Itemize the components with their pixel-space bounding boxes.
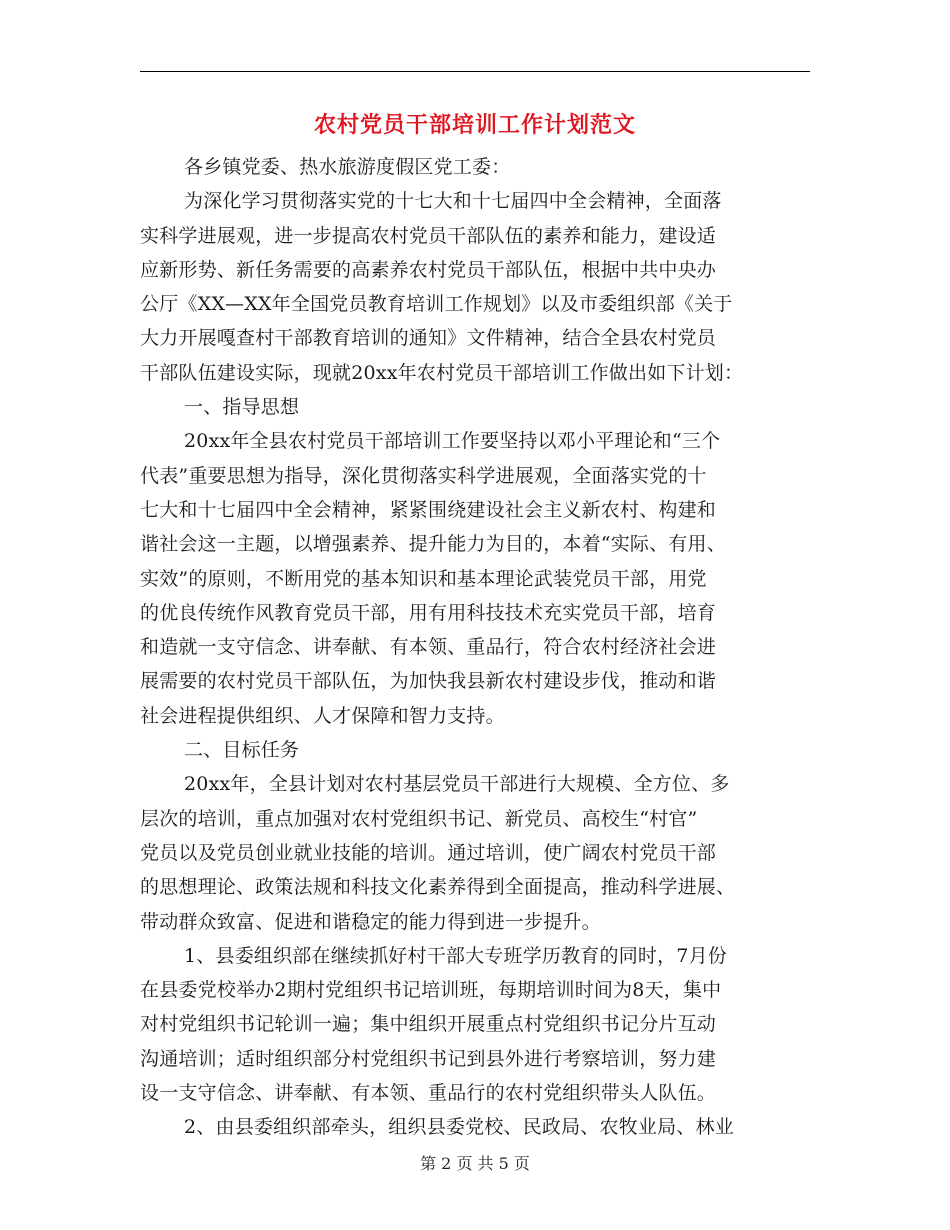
body-line: 沟通培训；适时组织部分村党组织书记到县外进行考察培训，努力建	[140, 1047, 717, 1070]
body-line: 各乡镇党委、热水旅游度假区党工委：	[184, 156, 511, 178]
body-line: 社会进程提供组织、人才保障和智力支持。	[140, 704, 505, 727]
body-line: 实效”的原则，不断用党的基本知识和基本理论武装党员干部，用党	[140, 567, 707, 590]
body-line: 20xx年，全县计划对农村基层党员干部进行大规模、全方位、多	[184, 773, 730, 796]
body-line: 20xx年全县农村党员干部培训工作要坚持以邓小平理论和“三个	[184, 430, 721, 453]
body-line: 党员以及党员创业就业技能的培训。通过培训，使广阔农村党员干部	[140, 841, 717, 864]
document-body	[140, 150, 810, 1145]
body-line: 干部队伍建设实际，现就20xx年农村党员干部培训工作做出如下计划：	[140, 361, 744, 384]
page-footer: 第 2 页 共 5 页	[420, 1154, 530, 1173]
header-rule	[140, 71, 810, 72]
body-line: 大力开展嘎查村干部教育培训的通知》文件精神，结合全县农村党员	[140, 327, 717, 350]
body-line: 对村党组织书记轮训一遍；集中组织开展重点村党组织书记分片互动	[140, 1013, 717, 1036]
body-line: 层次的培训，重点加强对农村党组织书记、新党员、高校生“村官”	[140, 807, 698, 830]
document-title: 农村党员干部培训工作计划范文	[313, 112, 636, 138]
body-line: 展需要的农村党员干部队伍，为加快我县新农村建设步伐，推动和谐	[140, 670, 717, 693]
body-line: 公厅《XX—XX年全国党员教育培训工作规划》以及市委组织部《关于	[140, 293, 733, 316]
body-line: 实科学进展观，进一步提高农村党员干部队伍的素养和能力，建设适	[140, 224, 717, 247]
body-line: 为深化学习贯彻落实党的十七大和十七届四中全会精神，全面落	[184, 190, 722, 213]
body-line: 应新形势、新任务需要的高素养农村党员干部队伍，根据中共中央办	[140, 258, 717, 281]
body-line: 七大和十七届四中全会精神，紧紧围绕建设社会主义新农村、构建和	[140, 498, 717, 521]
body-line: 的优良传统作风教育党员干部，用有用科技技术充实党员干部，培育	[140, 601, 717, 624]
body-line: 谐社会这一主题，以增强素养、提升能力为目的，本着“实际、有用、	[140, 533, 726, 556]
body-line: 代表”重要思想为指导，深化贯彻落实科学进展观，全面落实党的十	[140, 464, 707, 487]
body-line: 在县委党校举办2期村党组织书记培训班，每期培训时间为8天，集中	[140, 979, 722, 1002]
body-line: 和造就一支守信念、讲奉献、有本领、重品行，符合农村经济社会进	[140, 636, 717, 659]
body-line: 二、目标任务	[184, 739, 300, 762]
body-line: 带动群众致富、促进和谐稳定的能力得到进一步提升。	[140, 910, 601, 933]
body-line: 一、指导思想	[184, 396, 300, 419]
body-line: 1、县委组织部在继续抓好村干部大专班学历教育的同时，7月份	[184, 944, 727, 967]
body-line: 的思想理论、政策法规和科技文化素养得到全面提高，推动科学进展、	[140, 876, 736, 899]
body-line: 2、由县委组织部牵头，组织县委党校、民政局、农牧业局、林业	[184, 1116, 734, 1139]
body-line: 设一支守信念、讲奉献、有本领、重品行的农村党组织带头人队伍。	[140, 1082, 717, 1105]
